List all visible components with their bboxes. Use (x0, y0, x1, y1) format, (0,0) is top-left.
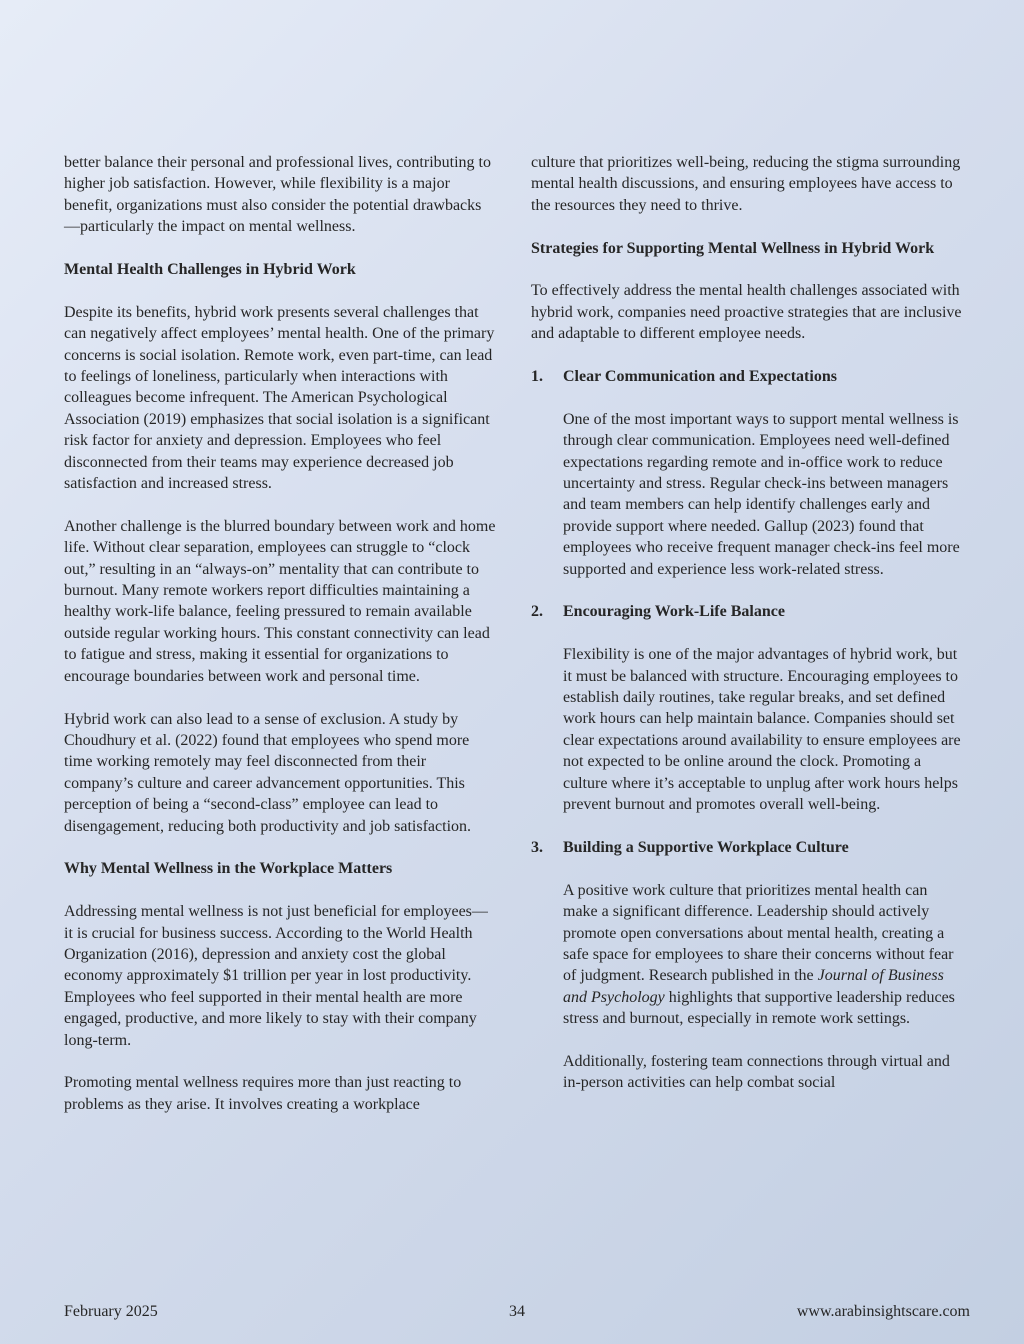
left-column (64, 152, 496, 1115)
footer-website: www.arabinsightscare.com (796, 1303, 970, 1320)
section-heading: Why Mental Wellness in the Workplace Matters (64, 860, 393, 878)
list-item-heading: Building a Supportive Workplace Culture (563, 838, 849, 856)
body-paragraph: Despite its benefits, hybrid work presents several challenges that can negatively affect employees’ mental health. One of the primary concerns is social isolation. Remote work, even part-time, can lead to feelings of loneliness, particularly when interactions with colleagues become infrequent. The American Psychological Association (2019) emphasizes that social isolation is a significant risk factor for anxiety and depression. Employees who feel disconnected from their teams may experience decreased job satisfaction and increased stress. (64, 303, 495, 493)
body-paragraph: Addressing mental wellness is not just beneficial for employees—it is crucial for business success. According to the World Health Organization (2016), depression and anxiety cost the global economy approximately $1 trillion per year in lost productivity. Employees who feel supported in their mental health are more engaged, productive, and more likely to stay with their company long-term. (64, 903, 488, 1049)
body-text: A positive work culture that prioritizes mental health can make a significant difference. Leadership should actively promote open conversations about mental health, creating a safe space for employees to share their concerns without fear of judgment. Research published in the (563, 881, 954, 985)
body-text: highlights that supportive leadership reduces stress and burnout, especially in remote work settings. (563, 988, 955, 1028)
list-item-number: 1. (531, 368, 543, 386)
list-item-title (531, 601, 963, 622)
body-paragraph: Promoting mental wellness requires more than just reacting to problems as they arise. It involves creating a workplace (64, 1074, 462, 1113)
footer-date: February 2025 (64, 1303, 158, 1320)
list-item-title (531, 837, 963, 858)
list-item-number: 2. (531, 603, 543, 621)
page-footer (64, 1301, 970, 1323)
body-paragraph: Another challenge is the blurred boundary between work and home life. Without clear separation, employees can struggle to “clock out,” resulting in an “always-on” mentality that can contribute to burnout. Many remote workers report difficulties maintaining a healthy work-life balance, feeling pressured to remain available outside regular working hours. This constant connectivity can lead to fatigue and stress, making it essential for organizations to encourage boundaries between work and personal time. (64, 517, 496, 685)
list-item-body: Flexibility is one of the major advantages of hybrid work, but it must be balanced with structure. Encouraging employees to establish daily routines, take regular breaks, and set defined work hours can help maintain balance. Companies should set clear expectations around availability to ensure employees are not expected to be online around the clock. Promoting a culture where it’s acceptable to unplug after work hours helps prevent burnout and promotes overall well-being. (563, 646, 961, 814)
section-heading: Mental Health Challenges in Hybrid Work (64, 261, 356, 279)
page-number: 34 (509, 1303, 525, 1320)
right-column (531, 152, 963, 1094)
list-item-title (531, 366, 963, 387)
list-item-heading: Clear Communication and Expectations (563, 368, 837, 386)
body-paragraph: culture that prioritizes well-being, reducing the stigma surrounding mental health discussions, and ensuring employees have access to the resources they need to thrive. (531, 154, 961, 214)
section-heading: Strategies for Supporting Mental Wellness in Hybrid Work (531, 239, 935, 257)
body-paragraph: Hybrid work can also lead to a sense of exclusion. A study by Choudhury et al. (2022) found that employees who spend more time working remotely may feel disconnected from their company’s culture and career advancement opportunities. This perception of being a “second-class” employee can lead to disengagement, reducing both productivity and job satisfaction. (64, 710, 472, 835)
journal-title: Journal of Business and Psychology (563, 967, 944, 1006)
body-paragraph: better balance their personal and professional lives, contributing to higher job satisfaction. However, while flexibility is a major benefit, organizations must also consider the potential drawbacks—particularly the impact on mental wellness. (64, 154, 491, 236)
list-item-heading: Encouraging Work-Life Balance (563, 603, 785, 621)
list-item-body: Additionally, fostering team connections through virtual and in-person activities can help combat social (563, 1052, 950, 1092)
list-item-body (531, 880, 963, 1030)
body-paragraph: To effectively address the mental health challenges associated with hybrid work, companies need proactive strategies that are inclusive and adaptable to different employee needs. (531, 282, 962, 343)
list-item-number: 3. (531, 838, 543, 856)
list-item-body: One of the most important ways to support mental wellness is through clear communication. Employees need well-defined expectations regarding remote and in-office work to reduce uncertainty and stress. Regular check-ins between managers and team members can help identify challenges early and provide support where needed. Gallup (2023) found that employees who receive frequent manager check-ins feel more supported and experience less work-related stress. (563, 410, 960, 578)
